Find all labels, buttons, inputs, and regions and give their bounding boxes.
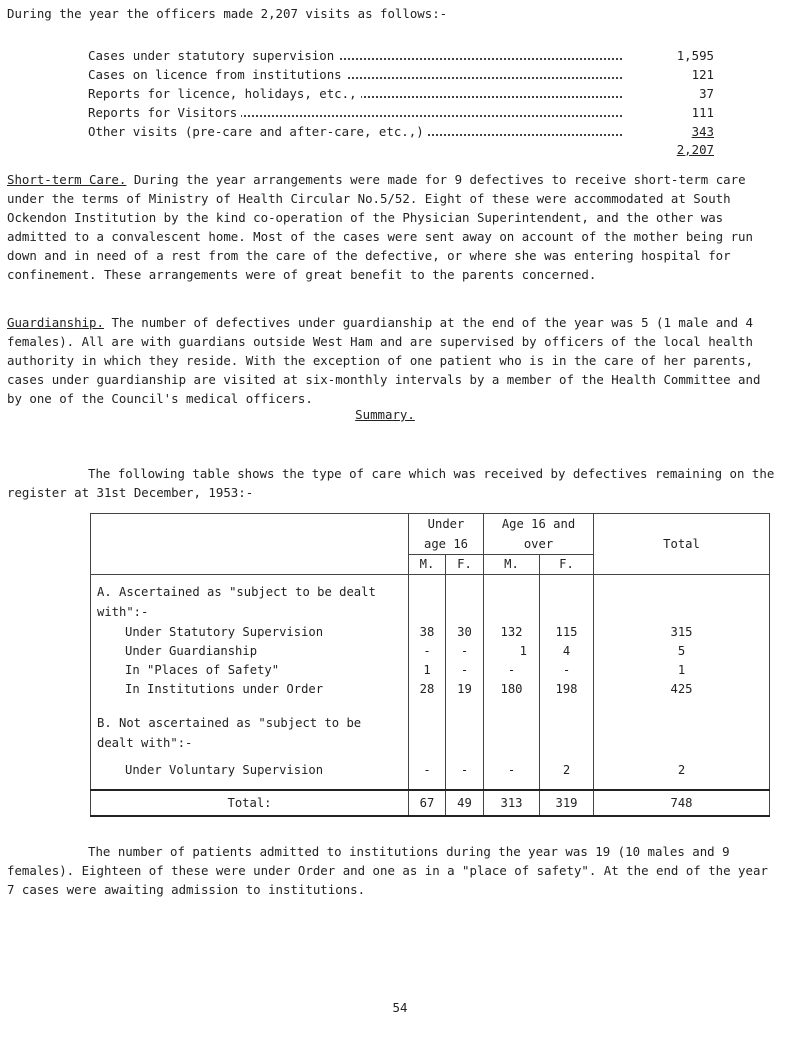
cell: 28: [409, 680, 446, 699]
cell: 49: [446, 790, 484, 816]
cell: 198: [540, 680, 594, 699]
table-corner: [91, 514, 409, 575]
cell: -: [446, 661, 484, 680]
visit-value: 343: [691, 124, 714, 139]
summary-text: The following table shows the type of care which was received by defectives remaining on the register at 31st December, 1953:-: [7, 466, 775, 500]
cell: 132: [484, 623, 540, 642]
visit-label: Cases under statutory supervision: [88, 46, 338, 65]
cell: 19: [446, 680, 484, 699]
header-under-16: Under age 16: [409, 514, 484, 555]
summary-heading: Summary.: [355, 407, 415, 422]
table-row: [91, 623, 770, 642]
row-label: Under Voluntary Supervision: [91, 761, 409, 790]
visits-list: [88, 46, 714, 157]
cell: 180: [484, 680, 540, 699]
page-number: 54: [392, 1000, 408, 1015]
list-item: [88, 122, 714, 141]
cell: -: [409, 642, 446, 661]
cell: 5: [594, 642, 770, 661]
cell: -: [484, 761, 540, 790]
header-f: F.: [446, 555, 484, 575]
header-f: F.: [540, 555, 594, 575]
cell: 1: [594, 661, 770, 680]
cell: 30: [446, 623, 484, 642]
list-item: [88, 65, 714, 84]
cell: -: [446, 761, 484, 790]
header-total: Total: [594, 514, 770, 575]
cell: 1: [484, 642, 540, 661]
visit-value: 111: [691, 105, 714, 120]
guardianship-heading: Guardianship.: [7, 315, 104, 330]
row-label: Under Statutory Supervision: [91, 623, 409, 642]
cell: 425: [594, 680, 770, 699]
visit-label: Other visits (pre-care and after-care, etc.,): [88, 122, 428, 141]
list-item: [88, 84, 714, 103]
cell: 2: [594, 761, 770, 790]
visits-total: 2,207: [676, 142, 714, 157]
table-row: [91, 761, 770, 790]
cell: 313: [484, 790, 540, 816]
visit-label: Reports for licence, holidays, etc.,: [88, 84, 361, 103]
visit-value: 1,595: [676, 48, 714, 63]
cell: 748: [594, 790, 770, 816]
short-term-care-text: During the year arrangements were made for 9 defectives to receive short-term care under the terms of Ministry of Health Circular No.5/52. Eight of these were accommodated at South Ockendon Institution by the kind co-operation of the Physician Superintendent, and the other was admitted to a convalescent home. Most of the cases were sent away on account of the mother being run down and in need of a rest from the care of the defective, or where she was entering hospital for confinement. These arrangements were of great benefit to the parents concerned.: [7, 172, 753, 282]
cell: -: [540, 661, 594, 680]
cell: 315: [594, 623, 770, 642]
list-item: [88, 46, 714, 65]
list-item: [88, 103, 714, 122]
cell: -: [484, 661, 540, 680]
cell: 4: [540, 642, 594, 661]
cell: 67: [409, 790, 446, 816]
section-a-label: A. Ascertained as "subject to be dealt with":-: [91, 575, 409, 624]
row-label: In "Places of Safety": [91, 661, 409, 680]
header-m: M.: [484, 555, 540, 575]
cell: 1: [409, 661, 446, 680]
cell: -: [409, 761, 446, 790]
table-row: [91, 680, 770, 699]
short-term-care-paragraph: [7, 170, 777, 284]
table-row: [91, 661, 770, 680]
cell: 319: [540, 790, 594, 816]
cell: 115: [540, 623, 594, 642]
header-16-and-over: Age 16 and over: [484, 514, 594, 555]
visit-label: Reports for Visitors: [88, 103, 241, 122]
care-table: [90, 513, 770, 817]
guardianship-text: The number of defectives under guardianship at the end of the year was 5 (1 male and 4 females). All are with guardians outside West Ham and are supervised by officers of the local health authority in which they reside. With the exception of one patient who is in the care of her parents, cases under guardianship are visited at six-monthly intervals by a member of the Health Committee and by one of the Council's medical officers.: [7, 315, 761, 406]
section-b-label: B. Not ascertained as "subject to be dealt with":-: [91, 699, 409, 761]
cell: -: [446, 642, 484, 661]
intro-text: During the year the officers made 2,207 visits as follows:-: [7, 6, 448, 21]
guardianship-paragraph: [7, 313, 777, 408]
row-label: Under Guardianship: [91, 642, 409, 661]
short-term-care-heading: Short-term Care.: [7, 172, 127, 187]
visit-value: 37: [699, 86, 714, 101]
row-label: In Institutions under Order: [91, 680, 409, 699]
cell: 2: [540, 761, 594, 790]
header-m: M.: [409, 555, 446, 575]
cell: 38: [409, 623, 446, 642]
totals-row: [91, 790, 770, 816]
table-row: [91, 642, 770, 661]
totals-label: Total:: [91, 790, 409, 816]
visit-value: 121: [691, 67, 714, 82]
visit-label: Cases on licence from institutions: [88, 65, 346, 84]
closing-paragraph: The number of patients admitted to institutions during the year was 19 (10 males and 9 females). Eighteen of these were under Order and one as in a "place of safety". At the end of the year 7 cases were awaiting admission to institutions.: [7, 844, 768, 897]
